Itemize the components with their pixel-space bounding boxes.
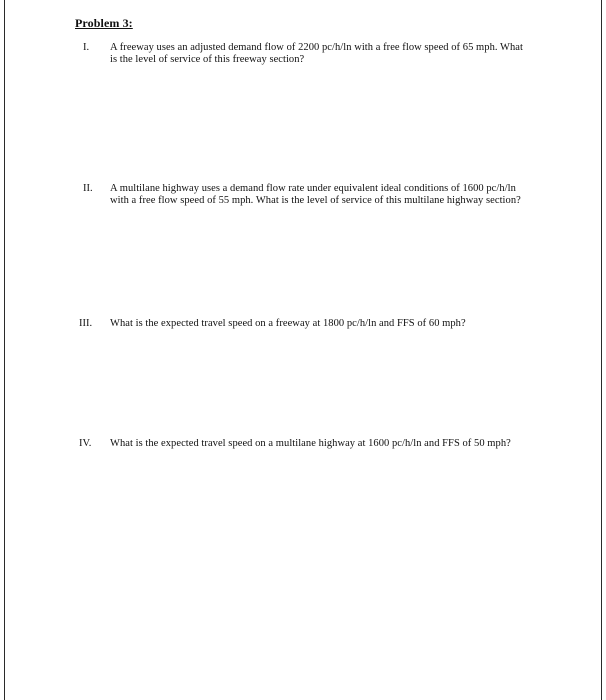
question-text: What is the expected travel speed on a multilane highway at 1600 pc/h/ln and FFS of 50 mph? xyxy=(110,438,511,449)
question-text: A multilane highway uses a demand flow rate under equivalent ideal conditions of 1600 pc/h/ln with a free flow speed of 55 mph. What is the level of service of this multilane highway section? xyxy=(110,183,521,206)
question-text: A freeway uses an adjusted demand flow of 2200 pc/h/ln with a free flow speed of 65 mph. What is the level of service of this freeway section? xyxy=(110,42,523,65)
question-numeral: IV. xyxy=(79,438,92,449)
question-numeral: I. xyxy=(83,42,90,53)
question-numeral: II. xyxy=(83,183,93,194)
problem-title: Problem 3: xyxy=(75,16,133,30)
document-page xyxy=(4,0,602,700)
question-numeral: III. xyxy=(79,318,93,329)
question-text: What is the expected travel speed on a freeway at 1800 pc/h/ln and FFS of 60 mph? xyxy=(110,318,466,329)
